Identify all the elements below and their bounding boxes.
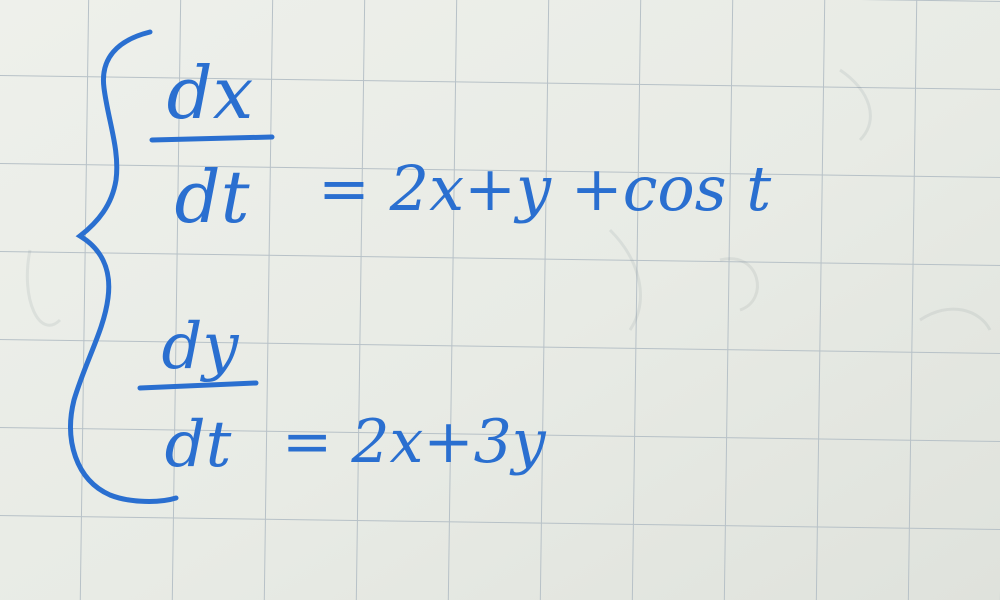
equation-1-numerator: dx [166, 51, 254, 135]
equation-2-rhs: = 2x+3y [282, 407, 546, 477]
equation-1-rhs: = 2x+y +cos t [318, 152, 772, 225]
equation-2-denominator: dt [164, 408, 232, 482]
equation-1-denominator: dt [174, 155, 250, 239]
equation-1-fraction-bar [152, 137, 272, 140]
equation-2-numerator: dy [161, 310, 239, 384]
